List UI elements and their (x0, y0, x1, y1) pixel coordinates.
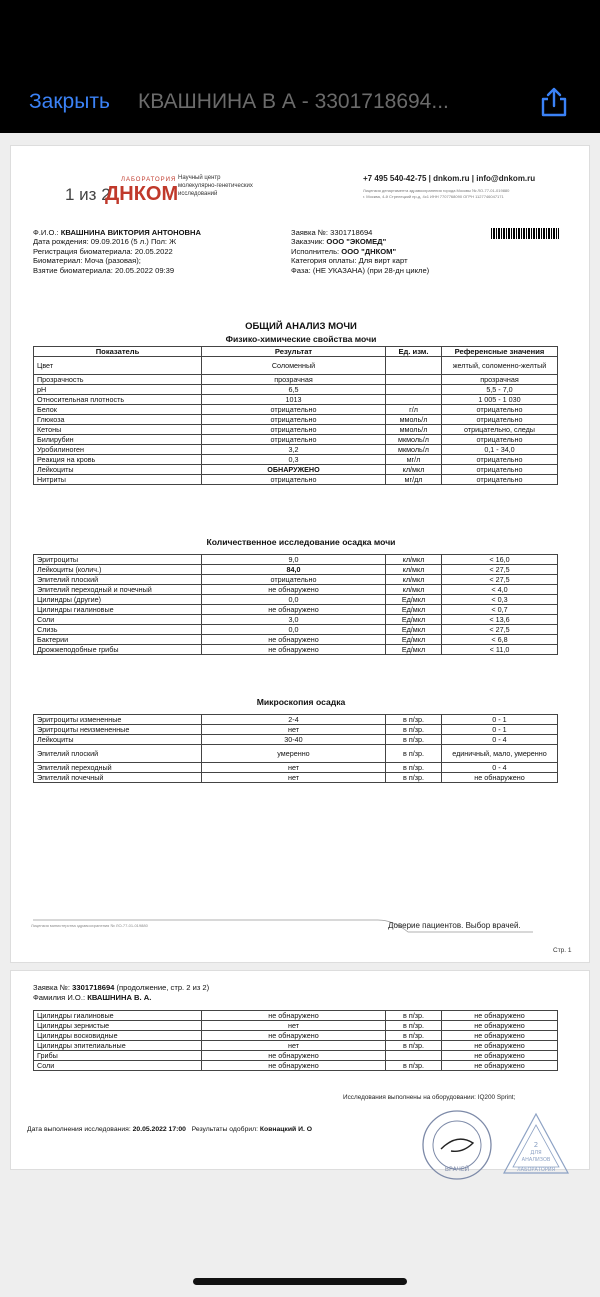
cell-result: нет (202, 763, 386, 773)
table-row (34, 773, 558, 783)
cell-unit: Ед/мкл (386, 625, 442, 635)
table-row (34, 585, 558, 595)
cell-reference: < 4,0 (442, 585, 558, 595)
cell-unit (386, 385, 442, 395)
cell-unit: кл/мкл (386, 555, 442, 565)
cell-unit: в п/зр. (386, 1011, 442, 1021)
table-header: Показатель Результат Ед. изм. Референсные значения (34, 347, 558, 357)
cell-reference: не обнаружено (442, 773, 558, 783)
cell-result: 0,3 (202, 455, 386, 465)
cell-unit: ммоль/л (386, 415, 442, 425)
viewer-topbar (0, 0, 600, 133)
cell-reference: < 13,6 (442, 615, 558, 625)
cell-indicator: Лейкоциты (34, 465, 202, 475)
share-icon[interactable] (538, 86, 570, 118)
cell-reference: не обнаружено (442, 1021, 558, 1031)
cell-result: 3,2 (202, 445, 386, 455)
cell-indicator: Грибы (34, 1051, 202, 1061)
equipment-note: Исследования выполнены на оборудовании: IQ200 Sprint; (343, 1094, 516, 1101)
cell-result: отрицательно (202, 415, 386, 425)
cell-result: 84,0 (202, 565, 386, 575)
cell-result: 9,0 (202, 555, 386, 565)
cell-result: отрицательно (202, 575, 386, 585)
section-title-3: Микроскопия осадка (256, 697, 346, 707)
round-stamp-seal (421, 1109, 493, 1181)
document-page-2 (10, 970, 590, 1173)
cell-reference: < 27,5 (442, 575, 558, 585)
table-row (34, 455, 558, 465)
table-microscopy (33, 714, 558, 783)
cell-reference: отрицательно (442, 405, 558, 415)
cell-indicator: Цилиндры восковидные (34, 1031, 202, 1041)
svg-text:АНАЛИЗОВ: АНАЛИЗОВ (521, 1157, 551, 1163)
cell-indicator: Слизь (34, 625, 202, 635)
cell-reference: < 0,7 (442, 605, 558, 615)
footer-slogan: Доверие пациентов. Выбор врачей. (388, 921, 521, 930)
cell-result: нет (202, 1041, 386, 1051)
cell-result: ОБНАРУЖЕНО (202, 465, 386, 475)
cell-indicator: Лейкоциты (колич.) (34, 565, 202, 575)
cell-unit (386, 1051, 442, 1061)
cell-unit: кл/мкл (386, 575, 442, 585)
cell-unit: кл/мкл (386, 465, 442, 475)
cell-unit (386, 357, 442, 375)
cell-indicator: Цилиндры эпителиальные (34, 1041, 202, 1051)
cell-reference: < 6,8 (442, 635, 558, 645)
email: info@dnkom.ru (476, 174, 536, 183)
cell-reference: не обнаружено (442, 1031, 558, 1041)
table-row (34, 1021, 558, 1031)
table-row (34, 565, 558, 575)
cell-result: нет (202, 773, 386, 783)
cell-indicator: Кетоны (34, 425, 202, 435)
table-row (34, 405, 558, 415)
cell-reference: отрицательно (442, 475, 558, 485)
cell-unit: в п/зр. (386, 1041, 442, 1051)
cell-indicator: Дрожжеподобные грибы (34, 645, 202, 655)
cell-unit: Ед/мкл (386, 595, 442, 605)
cell-unit: в п/зр. (386, 715, 442, 725)
cell-reference: прозрачная (442, 375, 558, 385)
cell-result: отрицательно (202, 425, 386, 435)
order-info: Заявка №: 3301718694 Заказчик: ООО "ЭКОМЕД" Исполнитель: ООО "ДНКОМ" Категория оплаты: Для вирт карт Фаза: (НЕ УКАЗАНА) (при 28-дн цикле) (291, 228, 430, 275)
svg-text:2: 2 (533, 1141, 539, 1149)
cell-reference: < 16,0 (442, 555, 558, 565)
table-row (34, 715, 558, 725)
cell-unit: в п/зр. (386, 763, 442, 773)
table-row (34, 625, 558, 635)
cell-indicator: Эпителий почечный (34, 773, 202, 783)
cell-reference: единичный, мало, умеренно (442, 745, 558, 763)
cell-reference: отрицательно (442, 415, 558, 425)
table-row (34, 395, 558, 405)
cell-unit: в п/зр. (386, 725, 442, 735)
cell-reference: 0 - 1 (442, 715, 558, 725)
contacts: +7 495 540-42-75 | dnkom.ru | info@dnkom.ru (363, 174, 536, 183)
barcode (491, 228, 559, 239)
table-row (34, 385, 558, 395)
svg-text:ВРАЧЕЙ: ВРАЧЕЙ (444, 1166, 470, 1173)
cell-result: не обнаружено (202, 585, 386, 595)
table-row (34, 475, 558, 485)
table-row (34, 1011, 558, 1021)
cell-unit: кл/мкл (386, 565, 442, 575)
table-row (34, 1051, 558, 1061)
cell-indicator: Соли (34, 615, 202, 625)
cell-result: нет (202, 1021, 386, 1031)
cell-result: 1013 (202, 395, 386, 405)
cell-reference: < 11,0 (442, 645, 558, 655)
cell-unit: в п/зр. (386, 735, 442, 745)
cell-indicator: Билирубин (34, 435, 202, 445)
cell-unit: в п/зр. (386, 1061, 442, 1071)
cell-result: не обнаружено (202, 1061, 386, 1071)
cell-indicator: Эритроциты (34, 555, 202, 565)
cell-reference: 0 - 4 (442, 763, 558, 773)
cell-unit: ммоль/л (386, 425, 442, 435)
cell-indicator: Эритроциты измененные (34, 715, 202, 725)
cell-result: отрицательно (202, 435, 386, 445)
cell-reference: не обнаружено (442, 1041, 558, 1051)
table-page2 (33, 1010, 558, 1071)
cell-unit: Ед/мкл (386, 645, 442, 655)
table-row (34, 763, 558, 773)
cell-indicator: Бактерии (34, 635, 202, 645)
document-title: КВАШНИНА В А - 3301718694... (138, 90, 449, 113)
cell-indicator: Цилиндры (другие) (34, 595, 202, 605)
cell-result: не обнаружено (202, 1051, 386, 1061)
table-row (34, 425, 558, 435)
request-number: 3301718694 (330, 228, 373, 237)
cell-result: 6,5 (202, 385, 386, 395)
cell-unit: в п/зр. (386, 745, 442, 763)
cell-result: нет (202, 725, 386, 735)
table-row (34, 555, 558, 565)
section-title-1: Физико-химические свойства мочи (225, 334, 377, 344)
cell-indicator: Эпителий переходный (34, 763, 202, 773)
cell-unit: Ед/мкл (386, 605, 442, 615)
page2-header: Заявка №: 3301718694 (продолжение, стр. 2 из 2) Фамилия И.О.: КВАШНИНА В. А. (33, 983, 210, 1002)
table-row (34, 357, 558, 375)
cell-result: умеренно (202, 745, 386, 763)
cell-unit (386, 375, 442, 385)
cell-result: 0,0 (202, 625, 386, 635)
cell-indicator: Соли (34, 1061, 202, 1071)
cell-unit (386, 395, 442, 405)
cell-indicator: Относительная плотность (34, 395, 202, 405)
cell-result: не обнаружено (202, 605, 386, 615)
cell-reference: 0 - 4 (442, 735, 558, 745)
table-row (34, 645, 558, 655)
cell-result: Соломенный (202, 357, 386, 375)
license-text: Лицензия департамента здравоохранения города Москвы № ЛО-77-01-019880 г. Москва, 4-й Стрелецкий пр-д, 4с1 ИНН 7707768090 ОГРН 1127746047171 (363, 188, 510, 199)
cell-indicator: Цвет (34, 357, 202, 375)
cell-unit: мкмоль/л (386, 445, 442, 455)
cell-indicator: Лейкоциты (34, 735, 202, 745)
cell-unit: кл/мкл (386, 585, 442, 595)
cell-reference: отрицательно (442, 465, 558, 475)
table-row (34, 1061, 558, 1071)
close-button[interactable]: Закрыть (29, 90, 110, 113)
table-row (34, 415, 558, 425)
cell-unit: г/л (386, 405, 442, 415)
svg-text:ЛАБОРАТОРИЯ: ЛАБОРАТОРИЯ (516, 1167, 556, 1173)
cell-unit: в п/зр. (386, 1021, 442, 1031)
table-row (34, 375, 558, 385)
site-link: dnkom.ru (433, 174, 470, 183)
center-name: Научный центр молекулярно-генетических исследований (178, 175, 253, 197)
cell-result: отрицательно (202, 475, 386, 485)
signature-line: Дата выполнения исследования: 20.05.2022 17:00 Результаты одобрил: Ковнацкий И. О (27, 1126, 313, 1133)
table-row (34, 725, 558, 735)
page-indicator: 1 из 2 (65, 185, 111, 204)
cell-indicator: Реакция на кровь (34, 455, 202, 465)
cell-indicator: pH (34, 385, 202, 395)
logo-lab-text: ЛАБОРАТОРИЯ (121, 177, 177, 183)
letterhead (53, 166, 563, 226)
cell-unit: мг/дл (386, 475, 442, 485)
cell-reference: отрицательно, следы (442, 425, 558, 435)
table-row (34, 1031, 558, 1041)
cell-indicator: Уробилиноген (34, 445, 202, 455)
cell-result: 0,0 (202, 595, 386, 605)
cell-result: не обнаружено (202, 1031, 386, 1041)
cell-indicator: Нитриты (34, 475, 202, 485)
table-row (34, 445, 558, 455)
cell-reference: < 0,3 (442, 595, 558, 605)
cell-reference: не обнаружено (442, 1011, 558, 1021)
footer-license: Лицензия министерства здравоохранения № ЛО-77-01-019880 (31, 923, 148, 928)
cell-unit: Ед/мкл (386, 615, 442, 625)
cell-reference: 1 005 - 1 030 (442, 395, 558, 405)
cell-indicator: Эпителий плоский (34, 745, 202, 763)
cell-reference: < 27,5 (442, 565, 558, 575)
cell-reference: 0 - 1 (442, 725, 558, 735)
cell-reference: 0,1 - 34,0 (442, 445, 558, 455)
table-row (34, 575, 558, 585)
cell-unit: в п/зр. (386, 773, 442, 783)
cell-result: 30-40 (202, 735, 386, 745)
table-row (34, 635, 558, 645)
cell-unit: мг/л (386, 455, 442, 465)
cell-indicator: Прозрачность (34, 375, 202, 385)
cell-indicator: Цилиндры гиалиновые (34, 1011, 202, 1021)
cell-result: не обнаружено (202, 1011, 386, 1021)
dnkom-logo (53, 173, 179, 211)
document-page-1 (10, 145, 590, 963)
triangle-stamp-seal (501, 1111, 571, 1177)
cell-unit: мкмоль/л (386, 435, 442, 445)
cell-result: 2-4 (202, 715, 386, 725)
cell-unit: в п/зр. (386, 1031, 442, 1041)
cell-indicator: Эритроциты неизмененные (34, 725, 202, 735)
table-row (34, 735, 558, 745)
cell-result: отрицательно (202, 405, 386, 415)
table-row (34, 615, 558, 625)
cell-result: прозрачная (202, 375, 386, 385)
cell-reference: отрицательно (442, 435, 558, 445)
cell-indicator: Белок (34, 405, 202, 415)
cell-reference: желтый, соломенно-желтый (442, 357, 558, 375)
cell-result: не обнаружено (202, 635, 386, 645)
cell-indicator: Эпителий плоский (34, 575, 202, 585)
home-indicator[interactable] (193, 1278, 407, 1285)
cell-indicator: Эпителий переходный и почечный (34, 585, 202, 595)
table-row (34, 465, 558, 475)
table-physchem (33, 346, 558, 485)
cell-reference: < 27,5 (442, 625, 558, 635)
cell-reference: не обнаружено (442, 1061, 558, 1071)
table-row (34, 1041, 558, 1051)
svg-text:ДЛЯ: ДЛЯ (530, 1150, 542, 1156)
table-row (34, 435, 558, 445)
patient-name: КВАШНИНА ВИКТОРИЯ АНТОНОВНА (60, 228, 201, 237)
cell-indicator: Глюкоза (34, 415, 202, 425)
section-title-2: Количественное исследование осадка мочи (206, 537, 396, 547)
cell-unit: Ед/мкл (386, 635, 442, 645)
doc-title: ОБЩИЙ АНАЛИЗ МОЧИ (245, 321, 357, 332)
cell-reference: отрицательно (442, 455, 558, 465)
table-row (34, 605, 558, 615)
table-sediment (33, 554, 558, 655)
cell-result: 3,0 (202, 615, 386, 625)
cell-indicator: Цилиндры гиалиновые (34, 605, 202, 615)
logo-brand: ДНКОМ (105, 183, 179, 205)
patient-info: Ф.И.О.: КВАШНИНА ВИКТОРИЯ АНТОНОВНА Дата рождения: 09.09.2016 (5 л.) Пол: Ж Регистрация биоматериала: 20.05.2022 Биоматериал: Моча (разовая); Взятие биоматериала: 20.05.2022 09:39 (33, 228, 201, 275)
cell-reference: 5,5 - 7,0 (442, 385, 558, 395)
cell-indicator: Цилиндры зернистые (34, 1021, 202, 1031)
page-number: Стр. 1 (553, 947, 572, 954)
cell-result: не обнаружено (202, 645, 386, 655)
phone: +7 495 540-42-75 (363, 174, 427, 183)
cell-reference: не обнаружено (442, 1051, 558, 1061)
table-row (34, 745, 558, 763)
table-row (34, 595, 558, 605)
